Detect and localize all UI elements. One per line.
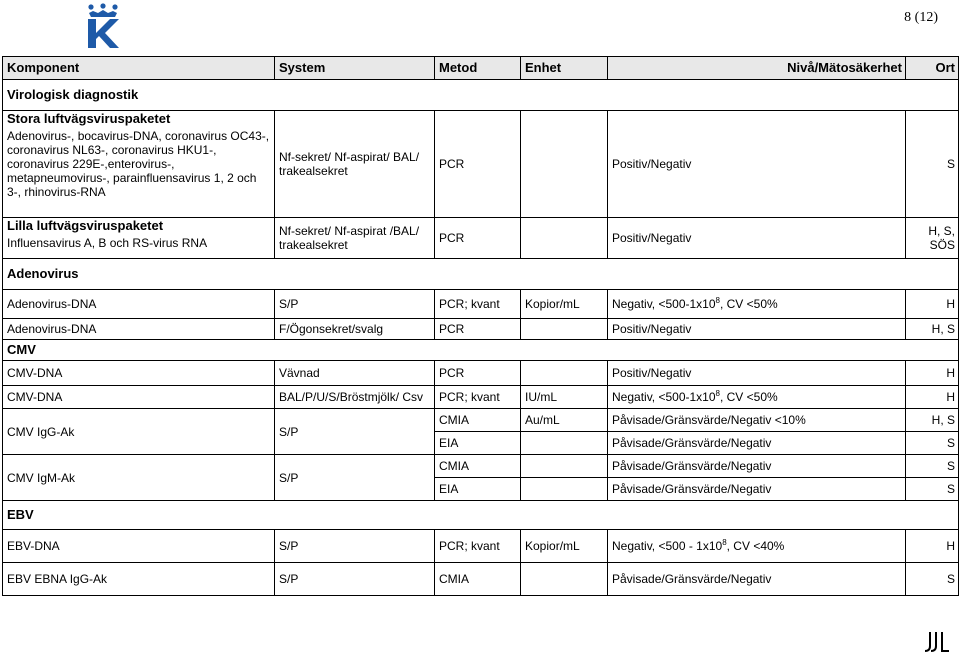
table-row [3,290,959,319]
stora-cell [3,111,275,218]
cmvigg-enhet-1: Au/mL [521,409,608,432]
stora-text: Adenovirus-, bocavirus-DNA, coronavirus OC43-, coronavirus NL63-, coronavirus HKU1-, coronavirus 229E-,enterovirus-, metapneumovirus-, parainfluensavirus 1, 2 och 3-, rhinovirus-RNA [7,129,270,199]
niva-text: Negativ, <500-1x10 [612,297,716,311]
cmv2-komp: CMV-DNA [3,386,275,409]
adeno1-ort: H [906,290,959,319]
cmvigm-niva-1: Påvisade/Gränsvärde/Negativ [608,455,906,478]
cmvigg-metod-2: EIA [435,432,521,455]
cmvigm-metod-1: CMIA [435,455,521,478]
cmvigm-niva-2: Påvisade/Gränsvärde/Negativ [608,478,906,501]
stora-title: Stora luftvägsviruspaketet [7,111,171,126]
ebv1-komp: EBV-DNA [3,530,275,563]
cmvigm-metod-2: EIA [435,478,521,501]
lilla-ort: H, S, SÖS [906,218,959,259]
adeno1-niva [608,290,906,319]
cmv1-metod: PCR [435,361,521,386]
lilla-enhet [521,218,608,259]
cmvigg-metod-1: CMIA [435,409,521,432]
adeno1-metod: PCR; kvant [435,290,521,319]
footer-logo-icon [924,631,950,653]
niva-text: Negativ, <500 - 1x10 [612,539,723,553]
table-row [3,386,959,409]
table-row [3,319,959,340]
crown-k-logo [86,3,120,49]
ebv2-system: S/P [275,563,435,596]
cmv1-system: Vävnad [275,361,435,386]
section-adenovirus: Adenovirus [3,259,959,290]
ebv2-komp: EBV EBNA IgG-Ak [3,563,275,596]
section-row [3,259,959,290]
adeno1-system: S/P [275,290,435,319]
adeno2-komp: Adenovirus-DNA [3,319,275,340]
lilla-metod: PCR [435,218,521,259]
cmv2-ort: H [906,386,959,409]
col-metod: Metod [435,57,521,80]
table-row [3,409,959,432]
col-enhet: Enhet [521,57,608,80]
section-row [3,80,959,111]
cmvigm-ort-1: S [906,455,959,478]
lilla-text: Influensavirus A, B och RS-virus RNA [7,236,208,250]
stora-system: Nf-sekret/ Nf-aspirat/ BAL/ trakealsekret [275,111,435,218]
cmv1-ort: H [906,361,959,386]
cmv2-metod: PCR; kvant [435,386,521,409]
table-header-row [3,57,959,80]
ebv1-enhet: Kopior/mL [521,530,608,563]
adeno2-metod: PCR [435,319,521,340]
niva-exponent: 8 [715,389,720,398]
cmv1-enhet [521,361,608,386]
niva-cv: , CV <50% [719,390,778,404]
cmvigg-ort-1: H, S [906,409,959,432]
adeno1-enhet: Kopior/mL [521,290,608,319]
cmvigm-ort-2: S [906,478,959,501]
ebv1-metod: PCR; kvant [435,530,521,563]
cmv1-niva: Positiv/Negativ [608,361,906,386]
table-row [3,455,959,478]
adeno2-enhet [521,319,608,340]
ebv2-metod: CMIA [435,563,521,596]
niva-text: Negativ, <500-1x10 [612,390,716,404]
section-virologisk: Virologisk diagnostik [3,80,959,111]
lilla-cell [3,218,275,259]
cmvigm-komp: CMV IgM-Ak [3,455,275,501]
section-row [3,501,959,530]
ebv1-ort: H [906,530,959,563]
ebv2-enhet [521,563,608,596]
cmv2-enhet: IU/mL [521,386,608,409]
col-system: System [275,57,435,80]
col-komponent: Komponent [3,57,275,80]
analysis-table [2,56,959,596]
cmv2-system: BAL/P/U/S/Bröstmjölk/ Csv [275,386,435,409]
lilla-system: Nf-sekret/ Nf-aspirat /BAL/ trakealsekret [275,218,435,259]
niva-exponent: 8 [722,538,727,547]
cmvigm-enhet-1 [521,455,608,478]
col-niva: Nivå/Mätosäkerhet [608,57,906,80]
adeno2-ort: H, S [906,319,959,340]
section-cmv: CMV [3,340,959,361]
stora-metod: PCR [435,111,521,218]
ebv1-system: S/P [275,530,435,563]
cmvigm-system: S/P [275,455,435,501]
lilla-title: Lilla luftvägsviruspaketet [7,218,164,233]
cmvigg-ort-2: S [906,432,959,455]
lilla-niva: Positiv/Negativ [608,218,906,259]
ebv2-ort: S [906,563,959,596]
cmvigg-system: S/P [275,409,435,455]
stora-niva: Positiv/Negativ [608,111,906,218]
adeno2-system: F/Ögonsekret/svalg [275,319,435,340]
table-row [3,218,959,259]
table-row [3,111,959,218]
cmvigg-niva-1: Påvisade/Gränsvärde/Negativ <10% [608,409,906,432]
section-row [3,340,959,361]
page-number: 8 (12) [904,10,938,25]
table-row [3,530,959,563]
cmv2-niva [608,386,906,409]
section-ebv: EBV [3,501,959,530]
stora-enhet [521,111,608,218]
niva-cv: , CV <40% [726,539,785,553]
niva-cv: , CV <50% [719,297,778,311]
table-row [3,361,959,386]
cmvigg-enhet-2 [521,432,608,455]
cmvigm-enhet-2 [521,478,608,501]
adeno1-komp: Adenovirus-DNA [3,290,275,319]
adeno2-niva: Positiv/Negativ [608,319,906,340]
ebv2-niva: Påvisade/Gränsvärde/Negativ [608,563,906,596]
cmvigg-komp: CMV IgG-Ak [3,409,275,455]
col-ort: Ort [906,57,959,80]
table-row [3,563,959,596]
cmv1-komp: CMV-DNA [3,361,275,386]
cmvigg-niva-2: Påvisade/Gränsvärde/Negativ [608,432,906,455]
ebv1-niva [608,530,906,563]
stora-ort: S [906,111,959,218]
niva-exponent: 8 [715,296,720,305]
